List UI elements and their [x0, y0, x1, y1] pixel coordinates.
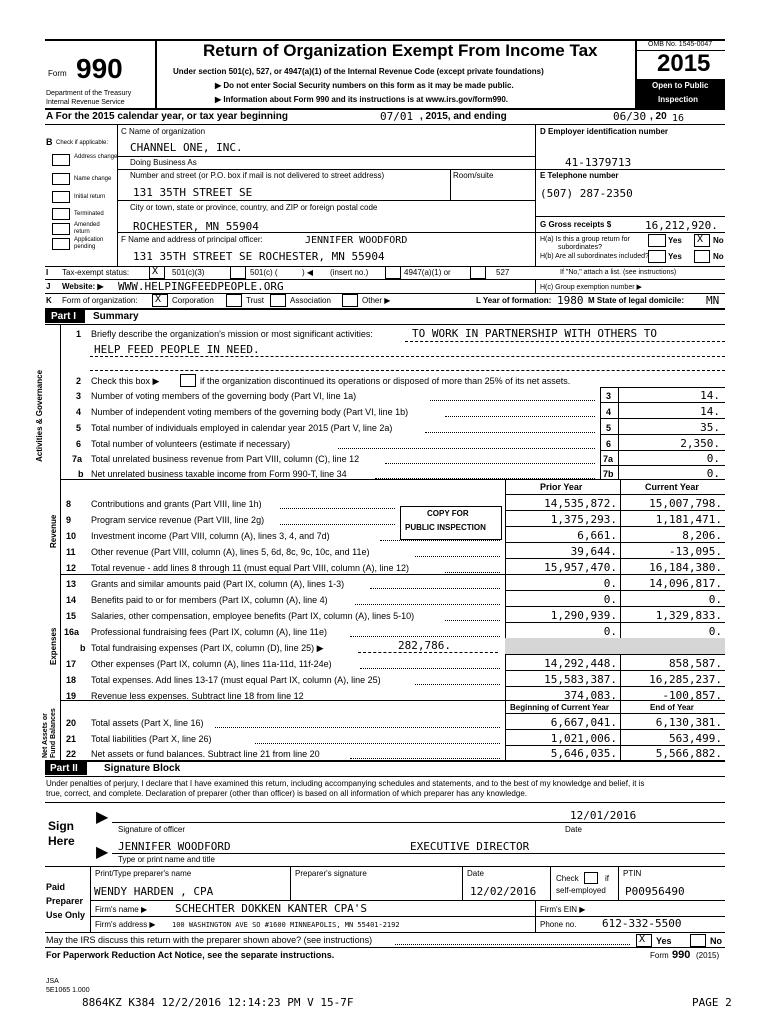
line-22-prior: 5,646,035.: [550, 747, 617, 760]
line-2-text-b: if the organization discontinued its operations or disposed of more than 25% of its net assets.: [200, 376, 571, 386]
part-ii-title: Signature Block: [104, 763, 181, 774]
line-20-current: 6,130,381.: [655, 716, 722, 729]
initial-return-label: Initial return: [74, 194, 106, 200]
ein-value: 41-1379713: [565, 156, 632, 169]
line-7b-box: 7b: [603, 469, 614, 479]
line-13-current: 14,096,817.: [649, 577, 722, 590]
self-employed-checkbox[interactable]: [584, 872, 598, 884]
line-9-num: 9: [66, 515, 72, 525]
officer-address: 131 35TH STREET SE ROCHESTER, MN 55904: [133, 250, 385, 263]
line-16a-text: Professional fundraising fees (Part IX, column (A), line 11e): [91, 627, 327, 637]
gross-receipts-label: G Gross receipts $: [540, 220, 612, 229]
hb-no-checkbox[interactable]: [694, 250, 710, 263]
line-3-num: 3: [76, 391, 82, 401]
line-1-num: 1: [76, 329, 82, 339]
501c-label: 501(c) (: [250, 268, 278, 277]
line-22-text: Net assets or fund balances. Subtract line 21 from line 20: [91, 749, 320, 759]
line-8-num: 8: [66, 499, 72, 509]
current-year-header: Current Year: [645, 482, 699, 492]
perjury-line-2: true, correct, and complete. Declaration of preparer (other than officer) is based on all information of which preparer has any knowledge.: [46, 789, 527, 798]
hb-yes-checkbox[interactable]: [648, 250, 666, 263]
line-16a-prior: 0.: [603, 625, 617, 638]
association-label: Association: [290, 296, 331, 305]
box-b-letter: B: [46, 137, 53, 147]
line-16b-value: 282,786.: [398, 639, 451, 652]
preparer-date-label: Date: [467, 869, 484, 878]
line-16b-shaded: [505, 638, 725, 654]
501c3-label: 501(c)(3): [172, 268, 205, 277]
preparer-ptin: P00956490: [625, 885, 685, 898]
trust-checkbox[interactable]: [226, 294, 242, 307]
application-pending-checkbox[interactable]: [52, 238, 70, 250]
line-21-num: 21: [66, 734, 77, 744]
print-timestamp: 8864KZ K384 12/2/2016 12:14:23 PM V 15-7F: [82, 996, 354, 1009]
street-label: Number and street (or P.O. box if mail is not delivered to street address): [130, 171, 385, 180]
form-ref-2: 990: [672, 949, 691, 961]
corporation-mark: X: [155, 294, 162, 305]
4947-label: 4947(a)(1) or: [404, 268, 451, 277]
501c-checkbox[interactable]: [230, 266, 246, 279]
line-20-prior: 6,667,041.: [550, 716, 617, 729]
preparer-label: Preparer: [46, 896, 84, 906]
officer-label: F Name and address of principal officer:: [121, 235, 263, 244]
part-i-title: Summary: [93, 311, 139, 322]
officer-printed-title: EXECUTIVE DIRECTOR: [410, 840, 530, 853]
sign-label: Sign: [48, 819, 74, 833]
side-label-net-2: Fund Balances: [50, 708, 57, 758]
year-formation: 1980: [557, 294, 584, 307]
box-b-label: Check if applicable:: [56, 140, 109, 146]
org-name-label: C Name of organization: [121, 127, 206, 136]
line-18-num: 18: [66, 675, 77, 685]
line-17-prior: 14,292,448.: [544, 657, 617, 670]
line-6-num: 6: [76, 439, 82, 449]
dept-treasury: Department of the Treasury: [46, 90, 132, 97]
tax-exempt-label: Tax-exempt status:: [62, 268, 130, 277]
line-4-num: 4: [76, 407, 82, 417]
irs-discuss-question: May the IRS discuss this return with the preparer shown above? (see instructions): [46, 935, 373, 945]
line-22-current: 5,566,882.: [655, 747, 722, 760]
line-6-value: 2,350.: [680, 437, 720, 450]
line-a-mid: , 2015, and ending: [420, 111, 507, 122]
other-label: Other ▶: [362, 296, 391, 305]
form-ref-3: (2015): [696, 951, 720, 960]
mission-line-1: TO WORK IN PARTNERSHIP WITH OTHERS TO: [412, 327, 658, 340]
line-12-text: Total revenue - add lines 8 through 11 (must equal Part VIII, column (A), line 12): [91, 563, 409, 573]
sign-date-label: Date: [565, 825, 582, 834]
line-16b-text: Total fundraising expenses (Part IX, column (D), line 25) ▶: [91, 643, 324, 653]
firm-address: 100 WASHINGTON AVE SO #1600 MINNEAPOLIS, MN 55401-2192: [172, 921, 400, 929]
line-8-text: Contributions and grants (Part VIII, line 1h): [91, 499, 262, 509]
line-9-text: Program service revenue (Part VIII, line 2g): [91, 515, 265, 525]
address-change-checkbox[interactable]: [52, 154, 70, 166]
line-2-text-a: Check this box ▶: [91, 376, 160, 386]
firm-phone-label: Phone no.: [540, 920, 577, 929]
mission-line-2: HELP FEED PEOPLE IN NEED.: [94, 343, 260, 356]
form-org-label: Form of organization:: [62, 296, 138, 305]
sign-arrow-icon: ▶: [96, 809, 109, 826]
page-number: PAGE 2: [692, 996, 732, 1009]
if-label: if: [605, 874, 609, 883]
line-k-letter: K: [46, 296, 52, 305]
501c3-mark: X: [152, 266, 159, 277]
line-21-prior: 1,021,006.: [550, 732, 617, 745]
line-17-num: 17: [66, 659, 77, 669]
open-public-2: Inspection: [658, 95, 699, 104]
line-3-box: 3: [606, 391, 612, 401]
line-5-text: Total number of individuals employed in calendar year 2015 (Part V, line 2a): [91, 423, 393, 433]
ha-yes-checkbox[interactable]: [648, 234, 666, 247]
side-label-revenue: Revenue: [49, 514, 58, 548]
discuss-no-label: No: [710, 936, 722, 946]
name-change-label: Name change: [74, 176, 112, 182]
line-14-num: 14: [66, 595, 77, 605]
ha-label: H(a) Is this a group return for: [540, 236, 630, 243]
city-label: City or town, state or province, country, and ZIP or foreign postal code: [130, 203, 378, 212]
line-7a-text: Total unrelated business revenue from Part VIII, column (C), line 12: [91, 454, 360, 464]
side-label-activities: Activities & Governance: [35, 369, 44, 462]
line-22-num: 22: [66, 749, 77, 759]
line-7b-value: 0.: [706, 467, 720, 480]
line-16a-current: 0.: [708, 625, 722, 638]
self-employed-label: self-employed: [556, 886, 606, 895]
line-3-value: 14.: [700, 389, 720, 402]
501c-arrow: ) ◀: [302, 268, 314, 277]
firm-phone: 612-332-5500: [602, 917, 682, 930]
amended-return-label: Amended return: [74, 222, 100, 235]
jsa-code: 5E1065 1.000: [46, 987, 90, 994]
line-14-prior: 0.: [603, 593, 617, 606]
sign-arrow-icon-2: ▶: [96, 844, 109, 861]
firm-ein-label: Firm's EIN ▶: [540, 905, 586, 914]
line-18-text: Total expenses. Add lines 13-17 (must equal Part IX, column (A), line 25): [91, 675, 381, 685]
ha-no-mark: X: [697, 234, 704, 245]
line-9-current: 1,181,471.: [655, 513, 722, 526]
corporation-label: Corporation: [172, 296, 214, 305]
perjury-line-1: Under penalties of perjury, I declare that I have examined this return, including accompanying schedules and statements, and to the best of my knowledge and belief, it is: [46, 779, 645, 788]
website-url: WWW.HELPINGFEEDPEOPLE.ORG: [118, 280, 284, 293]
discuss-yes-label: Yes: [656, 936, 672, 946]
tax-year-begin: 07/01: [380, 110, 414, 123]
ha-no-label: No: [713, 236, 724, 245]
line-11-current: -13,095.: [669, 545, 722, 558]
firm-address-label: Firm's address ▶: [95, 920, 156, 929]
state-domicile-label: M State of legal domicile:: [588, 296, 685, 305]
other-checkbox[interactable]: [342, 294, 358, 307]
line-5-value: 35.: [700, 421, 720, 434]
officer-name: JENNIFER WOODFORD: [305, 235, 408, 246]
here-label: Here: [48, 834, 75, 848]
name-change-checkbox[interactable]: [52, 173, 70, 185]
line-19-current: -100,857.: [662, 689, 722, 702]
line-3-text: Number of voting members of the governing body (Part VI, line 1a): [91, 391, 357, 401]
hb-no-label: No: [713, 252, 724, 261]
line-19-text: Revenue less expenses. Subtract line 18 from line 12: [91, 691, 304, 701]
4947-checkbox[interactable]: [385, 266, 401, 279]
line-14-text: Benefits paid to or for members (Part IX, column (A), line 4): [91, 595, 328, 605]
city-state-zip: ROCHESTER, MN 55904: [133, 220, 259, 233]
preparer-name-label: Print/Type preparer's name: [95, 869, 192, 878]
line-12-current: 16,184,380.: [649, 561, 722, 574]
line-16b-num: b: [80, 643, 86, 653]
subtitle-2: ▶ Do not enter Social Security numbers on this form as it may be made public.: [215, 81, 514, 90]
terminated-label: Terminated: [74, 211, 104, 217]
telephone-value: (507) 287-2350: [540, 187, 633, 200]
use-only-label: Use Only: [46, 910, 86, 920]
line-j-letter: J: [46, 282, 51, 291]
line-15-current: 1,329,833.: [655, 609, 722, 622]
preparer-date: 12/02/2016: [470, 885, 537, 898]
form-label: Form: [48, 69, 67, 78]
association-checkbox[interactable]: [270, 294, 286, 307]
group-exemption-label: H(c) Group exemption number ▶: [540, 284, 642, 291]
line-6-box: 6: [606, 439, 612, 449]
line-9-prior: 1,375,293.: [550, 513, 617, 526]
street-address: 131 35TH STREET SE: [133, 186, 253, 199]
line-10-prior: 6,661.: [577, 529, 617, 542]
line-21-text: Total liabilities (Part X, line 26): [91, 734, 212, 744]
line-7b-num: b: [78, 469, 84, 479]
hb-yes-label: Yes: [668, 252, 682, 261]
room-suite-label: Room/suite: [453, 171, 494, 180]
preparer-signature-label: Preparer's signature: [295, 869, 367, 878]
line-13-num: 13: [66, 579, 77, 589]
org-name: CHANNEL ONE, INC.: [130, 141, 243, 154]
line-10-text: Investment income (Part VIII, column (A), lines 3, 4, and 7d): [91, 531, 330, 541]
ein-label: D Employer identification number: [540, 127, 669, 136]
line-19-num: 19: [66, 691, 77, 701]
form-number: 990: [76, 53, 123, 84]
line-17-text: Other expenses (Part IX, column (A), lines 11a-11d, 11f-24e): [91, 659, 332, 669]
gross-receipts-value: 16,212,920.: [645, 219, 718, 232]
discuss-no-checkbox[interactable]: [690, 934, 706, 947]
tax-year-end: 06/30: [613, 110, 647, 123]
line-8-current: 15,007,798.: [649, 497, 722, 510]
line-6-text: Total number of volunteers (estimate if necessary): [91, 439, 291, 449]
omb-number: OMB No. 1545-0047: [648, 41, 713, 48]
check-label: Check: [556, 874, 579, 883]
line-13-text: Grants and similar amounts paid (Part IX, column (A), lines 1-3): [91, 579, 345, 589]
line-4-value: 14.: [700, 405, 720, 418]
print-name-title-label: Type or print name and title: [118, 855, 215, 864]
line-15-text: Salaries, other compensation, employee benefits (Part IX, column (A), lines 5-10): [91, 611, 415, 621]
527-label: 527: [496, 268, 510, 277]
application-pending-label: Application pending: [74, 237, 104, 250]
line-5-box: 5: [606, 423, 612, 433]
line-16a-num: 16a: [64, 627, 80, 637]
paperwork-notice: For Paperwork Reduction Act Notice, see the separate instructions.: [46, 950, 335, 960]
copy-stamp-1: COPY FOR: [427, 509, 469, 518]
line-12-num: 12: [66, 563, 77, 573]
prior-year-header: Prior Year: [540, 482, 583, 492]
firm-name-label: Firm's name ▶: [95, 905, 148, 914]
state-domicile: MN: [706, 294, 720, 307]
line-11-text: Other revenue (Part VIII, column (A), lines 5, 6d, 8c, 9c, 10c, and 11e): [91, 547, 370, 557]
line-18-current: 16,285,237.: [649, 673, 722, 686]
address-change-label: Address change: [74, 154, 118, 160]
officer-signature-label: Signature of officer: [118, 825, 186, 834]
insert-no-label: (insert no.): [330, 268, 369, 277]
line-10-num: 10: [66, 531, 77, 541]
officer-sign-date: 12/01/2016: [570, 809, 637, 822]
line-14-current: 0.: [708, 593, 722, 606]
line-19-prior: 374,083.: [564, 689, 617, 702]
line-8-prior: 14,535,872.: [544, 497, 617, 510]
website-label: Website: ▶: [62, 282, 104, 291]
line-11-num: 11: [66, 547, 76, 557]
line-7a-num: 7a: [72, 454, 83, 464]
discontinued-checkbox[interactable]: [180, 374, 196, 387]
form-ref-1: Form: [650, 951, 669, 960]
discuss-yes-mark: X: [639, 934, 646, 945]
line-12-prior: 15,957,470.: [544, 561, 617, 574]
tax-year: 2015: [657, 50, 711, 77]
form-title: Return of Organization Exempt From Income Tax: [203, 41, 598, 60]
hb-label: H(b) Are all subordinates included?: [540, 253, 649, 260]
line-i-letter: I: [46, 268, 49, 277]
ha-yes-label: Yes: [668, 236, 682, 245]
line-17-current: 858,587.: [669, 657, 722, 670]
eoy-header: End of Year: [650, 703, 694, 712]
jsa-label: JSA: [46, 978, 59, 985]
ha-label-2: subordinates?: [558, 244, 602, 251]
line-4-text: Number of independent voting members of the governing body (Part VI, line 1b): [91, 407, 409, 417]
527-checkbox[interactable]: [470, 266, 486, 279]
ptin-label: PTIN: [623, 869, 642, 878]
line-a-label: A For the 2015 calendar year, or tax year beginning: [46, 111, 288, 122]
trust-label: Trust: [246, 296, 264, 305]
subtitle-3: ▶ Information about Form 990 and its instructions is at www.irs.gov/form990.: [215, 95, 509, 104]
amended-return-checkbox[interactable]: [52, 223, 70, 235]
part-i-tag: Part I: [51, 311, 77, 322]
telephone-label: E Telephone number: [540, 171, 619, 180]
year-formation-label: L Year of formation:: [476, 296, 552, 305]
side-label-net-1: Net Assets or: [42, 713, 49, 758]
line-21-current: 563,499.: [669, 732, 722, 745]
paid-label: Paid: [46, 882, 66, 892]
dba-label: Doing Business As: [130, 158, 197, 167]
firm-name: SCHECHTER DOKKEN KANTER CPA'S: [175, 902, 368, 915]
hb-note: If "No," attach a list. (see instructions): [560, 269, 677, 276]
line-5-num: 5: [76, 423, 82, 433]
line-13-prior: 0.: [603, 577, 617, 590]
line-11-prior: 39,644.: [570, 545, 617, 558]
initial-return-checkbox[interactable]: [52, 191, 70, 203]
tax-year-end-yr: 16: [672, 113, 685, 124]
line-15-prior: 1,290,939.: [550, 609, 617, 622]
subtitle-1: Under section 501(c), 527, or 4947(a)(1) of the Internal Revenue Code (except private foundations): [173, 67, 544, 76]
open-public-1: Open to Public: [652, 81, 709, 90]
line-20-num: 20: [66, 718, 77, 728]
line-7a-box: 7a: [603, 454, 614, 464]
line-7b-text: Net unrelated business taxable income from Form 990-T, line 34: [91, 469, 347, 479]
line-10-current: 8,206.: [682, 529, 722, 542]
side-label-expenses: Expenses: [49, 627, 58, 665]
line-1-text: Briefly describe the organization's mission or most significant activities:: [91, 329, 373, 339]
terminated-checkbox[interactable]: [52, 208, 70, 220]
part-ii-tag: Part II: [50, 763, 78, 774]
irs-label: Internal Revenue Service: [46, 99, 125, 106]
officer-printed-name: JENNIFER WOODFORD: [118, 840, 231, 853]
copy-stamp-2: PUBLIC INSPECTION: [405, 523, 486, 532]
line-7a-value: 0.: [706, 452, 720, 465]
line-18-prior: 15,583,387.: [544, 673, 617, 686]
line-4-box: 4: [606, 407, 612, 417]
line-2-num: 2: [76, 376, 82, 386]
preparer-name: WENDY HARDEN , CPA: [94, 885, 214, 898]
boy-header: Beginning of Current Year: [510, 703, 609, 712]
line-20-text: Total assets (Part X, line 16): [91, 718, 204, 728]
line-a-end-mid: , 20: [650, 111, 667, 122]
line-15-num: 15: [66, 611, 77, 621]
